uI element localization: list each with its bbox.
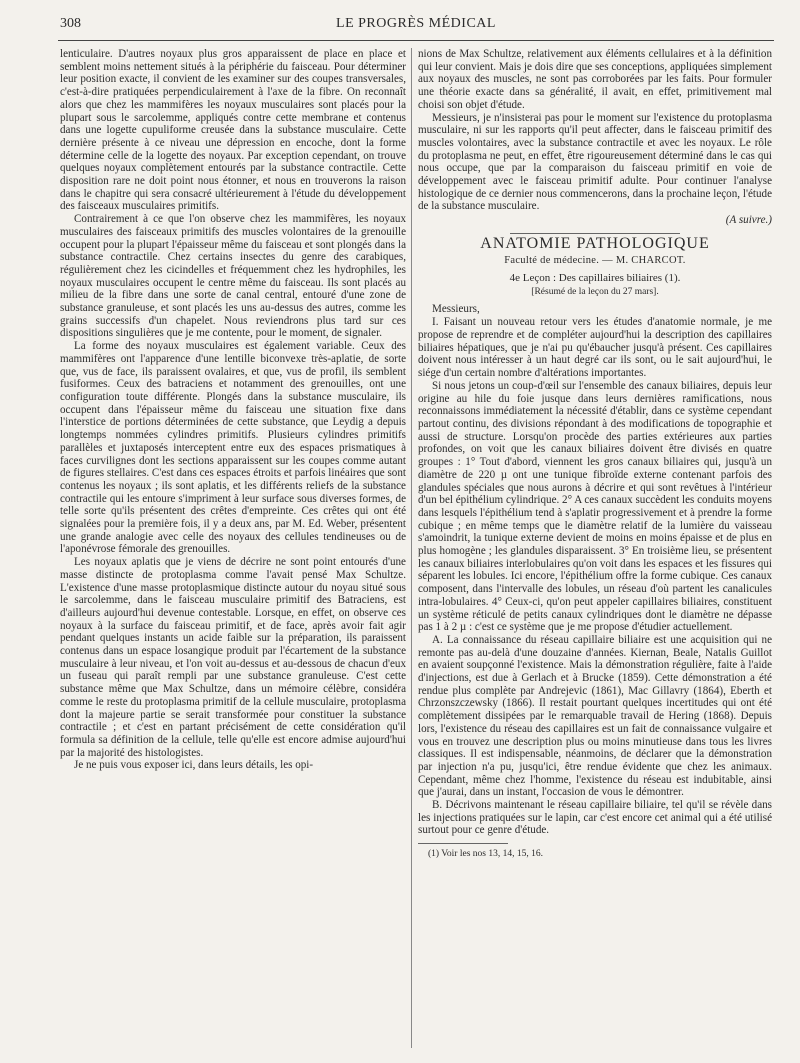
page-header: [60, 14, 772, 36]
salutation: Messieurs,: [432, 302, 480, 315]
paragraph: lenticulaire. D'autres noyaux plus gros apparaissent de place en place et semblent moins nettement situés à la périphérie du faisceau. Pour déterminer leur position exacte, il convient de les examiner sur des coupes transversales, c'est-à-dire pratiquées perpendiculairement à l'axe de la fibre. On reconnaît alors que chez les mammifères les noyaux musculaires sont placés pour la plupart sous le sarcolemme, appliqués contre cette membrane et contenus dans une logette cupuliforme creusée dans la substance musculaire. Cette dernière présente à ce niveau une dépression en encoche, dont la forme détermine celle de la logette des noyaux. Par exception cependant, on trouve quelques noyaux complètement entourés par la substance contractile. Cette disposition rare ne doit point nous étonner, et nous en trouverons la raison dans le chapitre qui sera consacré ultérieurement à l'étude du développement des faisceaux musculaires primitifs.: [60, 48, 406, 213]
paragraph: A. La connaissance du réseau capillaire biliaire est une acquisition qui ne remonte pas au-delà d'une douzaine d'années. Kiernan, Beale, Natalis Guillot en avaient soupçonné l'existence. Mais la démonstration régulière, faite à l'aide d'injections, est due à Gerlach et à Brucke (1859). Cette démonstration a été rendue plus complète par Andrejevic (1861), Mac Gillavry (1864), Eberth et Chrzonszczewsky (1866). Il restait pourtant quelques incertitudes qui ont été complètement dissipées par le remarquable travail de Hering (1868). Depuis lors, l'existence du réseau des capillaires est un fait de connaissance vulgaire et vous en trouvez une description plus ou moins minutieuse dans tous les livres classiques. Il est indispensable, néanmoins, de déclarer que la démonstration par injection n'a pu, jusqu'ici, être rendue évidente que chez les animaux. Cependant, même chez l'homme, l'existence du réseau est indubitable, ainsi que j'aurai, dans un instant, l'occasion de vous le démontrer.: [418, 633, 772, 799]
paragraph: nions de Max Schultze, relativement aux éléments cellulaires et à la définition qui leur convient. Mais je dois dire que ses conceptions, appliquées simplement aux noyaux des muscles, ne sont pas corroborées par les faits. Pour formuler une théorie exacte dans sa généralité, il avait, en effet, primitivement mal choisi son objet d'étude.: [418, 48, 772, 111]
to-be-continued: (A suivre.): [725, 214, 772, 227]
paragraph: La forme des noyaux musculaires est également variable. Ceux des mammifères ont l'apparence d'une lentille biconvexe très-aplatie, de sorte que, vus de face, ils paraissent ovalaires, et que, vus de profil, ils semblent fusiformes. Ceux des batraciens et notamment des grenouilles, ont une configuration toute différente. Plongés dans la substance musculaire, ils occupent dans l'épaisseur même du faisceau une situation fixe dans l'interstice de portions déterminées de cette substance, que Leydig a depuis longtemps nommées cylindres primitifs. Plusieurs cylindres primitifs parallèles et juxtaposés interceptent entre eux des espaces prismatiques à faces curvilignes dont les sections apparaissent sur les coupes comme autant de figures stellaires. C'est dans ces espaces étroits et parfois linéaires que sont contenus les noyaux ; ils sont aplatis, et les différents reliefs de la substance contractile qui les entoure s'impriment à leur surface sous diverses formes, de telle sorte qu'ils présentent des crêtes d'empreinte. Ces crêtes qui ont été signalées pour la première fois, il y a deux ans, par M. Ed. Weber, présentent une grande analogie avec celle des noyaux des cellules tendineuses ou de l'aponévrose fémorale des grenouilles.: [60, 340, 406, 556]
footnote-rule: [418, 843, 508, 844]
left-column: [60, 48, 406, 772]
faculty-line: Faculté de médecine. — M. CHARCOT.: [504, 254, 686, 266]
section-title: ANATOMIE PATHOLOGIQUE: [480, 234, 710, 252]
right-column: [418, 48, 772, 861]
section-divider: [510, 233, 680, 234]
paragraph: Messieurs, je n'insisterai pas pour le moment sur l'existence du protoplasma musculaire, ni sur les rapports qu'il peut affecter, dans le faisceau primitif des muscles volontaires, avec la substance contractile et avec les noyaux. Le rôle du protoplasma ne peut, en effet, être rigoureusement déterminé dans le cas qui nous occupe, que par la comparaison du faisceau primitif en voie de développement avec le faisceau primitif adulte. Pour continuer l'analyse histologique de ce dernier nous commencerons, dans la prochaine leçon, l'étude de la substance musculaire.: [418, 111, 772, 213]
page-number: 308: [60, 16, 81, 31]
paragraph: Je ne puis vous exposer ici, dans leurs détails, les opi-: [74, 759, 314, 772]
paragraph: B. Décrivons maintenant le réseau capillaire biliaire, tel qu'il se révèle dans les injections pratiquées sur le lapin, car c'est encore cet animal qui a été utilisé surtout pour ce genre d'étude.: [418, 799, 772, 837]
journal-title: LE PROGRÈS MÉDICAL: [336, 16, 496, 31]
paragraph: Si nous jetons un coup-d'œil sur l'ensemble des canaux biliaires, depuis leur origine au hile du foie jusque dans leurs dernières ramifications, nous reconnaissons immédiatement la nécessité d'établir, dans ce système cependant partout continu, des divisions répondant à des modifications de topographie et aussi de structure. Lorsqu'on procède des parties extérieures aux parties profondes, on voit que les canaux biliaires doivent être divisés en quatre groupes : 1° Tout d'abord, viennent les gros canaux biliaires qui, jusqu'à un diamètre de 220 µ ont une tunique fibroïde externe contenant parfois des glandules spéciales que nous aurons à décrire et qui sont revêtues à l'intérieur d'un bel épithélium cylindrique. 2° A ces canaux succèdent les conduits moyens dans lesquels l'épithélium tend à s'aplatir progressivement et à prendre la forme cubique ; en même temps que le diamètre relatif de la lumière du vaisseau s'amoindrit, la tunique externe devient de moins en moins épaisse et de plus en plus homogène ; les glandules disparaissent. 3° En troisième lieu, se présentent les canaux biliaires interlobulaires qu'on voit dans les espaces et les fissures qui séparent les lobules. Ici encore, l'épithélium offre la forme cubique. Ces canaux composent, dans l'intervalle des lobules, un réseau d'où partent les canalicules intra-lobulaires. 4° Ceux-ci, qu'on peut appeler capillaires biliaires, constituent un système réticulé de petits canaux cylindriques dont le diamètre ne dépasse pas 1 à 2 µ : c'est ce système que je me propose d'étudier actuellement.: [418, 379, 772, 634]
paragraph: Contrairement à ce que l'on observe chez les mammifères, les noyaux musculaires des faisceaux primitifs des muscles volontaires de la grenouille occupent pour la plupart l'épaisseur même du faisceau et sont plongés dans la substance contractile. Chez certains insectes du genre des carabiques, régulièrement chez les cicindelles et fréquemment chez les hydrophiles, les noyaux musculaires occupent le centre même du faisceau. Ils sont placés au milieu de la fibre dans une sorte de canal central, entouré d'une zone de substance granuleuse, et sont placés les uns au-dessus des autres, comme les grains successifs d'un chapelet. Nous reviendrons plus tard sur ces dispositions singulières que je me contente, pour le moment, de signaler.: [60, 213, 406, 340]
footnote: (1) Voir les nos 13, 14, 15, 16.: [428, 849, 543, 860]
lesson-title: 4e Leçon : Des capillaires biliaires (1).: [509, 272, 681, 285]
column-divider: [411, 48, 412, 1048]
header-rule: [58, 40, 774, 41]
paragraph: Les noyaux aplatis que je viens de décrire ne sont point entourés d'une masse distincte de protoplasma comme l'avait pensé Max Schultze. L'existence d'une masse protoplasmique distincte autour du noyau situé sous le sarcolemme, dans le faisceau musculaire primitif des Batraciens, est d'ailleurs aujourd'hui devenue contestable. Lorsque, en effet, on observe ces noyaux à la surface du faisceau primitif, et de face, après avoir fait agir pendant quelques instants un acide faible sur la préparation, ils paraissent contenus dans un espace losangique produit par l'écartement de la substance musculaire à leur niveau, et l'on voit au-dessus et au-dessous de chacun d'eux un fuseau qui paraît rempli par une substance granuleuse. C'est cette substance même que Max Schultze, dans un mémoire célèbre, considéra comme le reste du protoplasma primitif de la cellule musculaire, protoplasma dont la majeure partie se serait transformée pour constituer la substance contractile ; et c'est en partant précisément de cette considération qu'il formula sa définition de la cellule, telle qu'elle est encore admise aujourd'hui par la majorité des histologistes.: [60, 556, 406, 759]
lesson-summary-date: [Résumé de la leçon du 27 mars].: [531, 286, 659, 297]
paragraph: I. Faisant un nouveau retour vers les études d'anatomie normale, je me propose de reprendre et de compléter aujourd'hui la description des capillaires biliaires hépatiques, que je n'ai pu qu'ébaucher jusqu'à présent. Ces capillaires doivent nous intéresser à un haut degré car ils sont, ou le sait aujourd'hui, le siége d'un certain nombre d'altérations importantes.: [418, 316, 772, 380]
